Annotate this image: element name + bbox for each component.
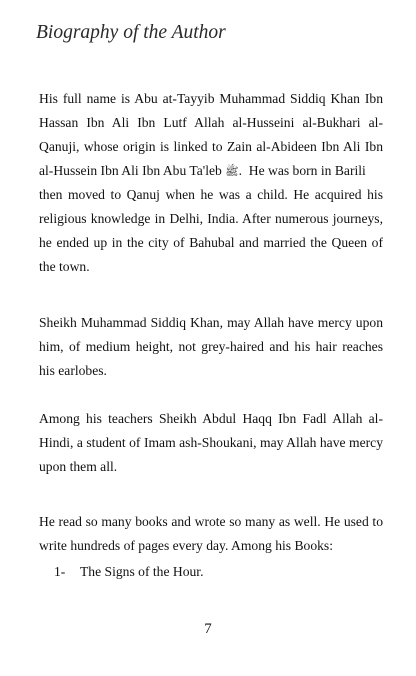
paragraph-line-start: al-Hussein Ibn Ali Ibn Abu Ta'leb	[39, 163, 222, 178]
list-item-marker: 1-	[54, 564, 66, 579]
paragraph-line: Hindi, a student of Imam ash-Shoukani, may Allah have mercy	[39, 435, 383, 450]
paragraph-appearance	[39, 311, 383, 383]
paragraph-line: him, of medium height, not grey-haired and his hair reaches	[39, 339, 383, 354]
paragraph-line: He read so many books and wrote so many as well. He used to	[39, 514, 383, 529]
paragraph-line: al-Hussein Ibn Ali Ibn Abu Ta'leb ﷺ. He was born in Barili	[39, 163, 366, 178]
paragraph-teachers	[39, 407, 383, 479]
paragraph-line: he ended up in the city of Bahubal and married the Queen of	[39, 235, 383, 250]
page-title: Biography of the Author	[36, 22, 226, 43]
paragraph-line: then moved to Qanuj when he was a child. He acquired his	[39, 187, 383, 202]
paragraph-line: Among his teachers Sheikh Abdul Haqq Ibn Fadl Allah al-	[39, 411, 383, 426]
paragraph-line: religious knowledge in Delhi, India. After numerous journeys,	[39, 211, 383, 226]
paragraph-line-end: He was born in Barili	[248, 163, 366, 178]
honorific-symbol: ﷺ	[225, 165, 239, 178]
paragraph-line: Qanuji, whose origin is linked to Zain al-Abideen Ibn Ali Ibn	[39, 139, 383, 154]
paragraph-line: upon them all.	[39, 459, 118, 474]
paragraph-line: Hassan Ibn Ali Ibn Lutf Allah al-Husseini al-Bukhari al-	[39, 115, 383, 130]
paragraph-full-name	[39, 87, 383, 279]
list-item-text: The Signs of the Hour.	[80, 564, 204, 579]
paragraph-line: his earlobes.	[39, 363, 107, 378]
paragraph-line: Sheikh Muhammad Siddiq Khan, may Allah have mercy upon	[39, 315, 383, 330]
paragraph-line: His full name is Abu at-Tayyib Muhammad Siddiq Khan Ibn	[39, 91, 383, 106]
list-item	[54, 560, 203, 584]
paragraph-line: the town.	[39, 259, 90, 274]
page-number: 7	[204, 621, 212, 637]
paragraph-line: write hundreds of pages every day. Among his Books:	[39, 538, 333, 553]
paragraph-books	[39, 510, 383, 558]
